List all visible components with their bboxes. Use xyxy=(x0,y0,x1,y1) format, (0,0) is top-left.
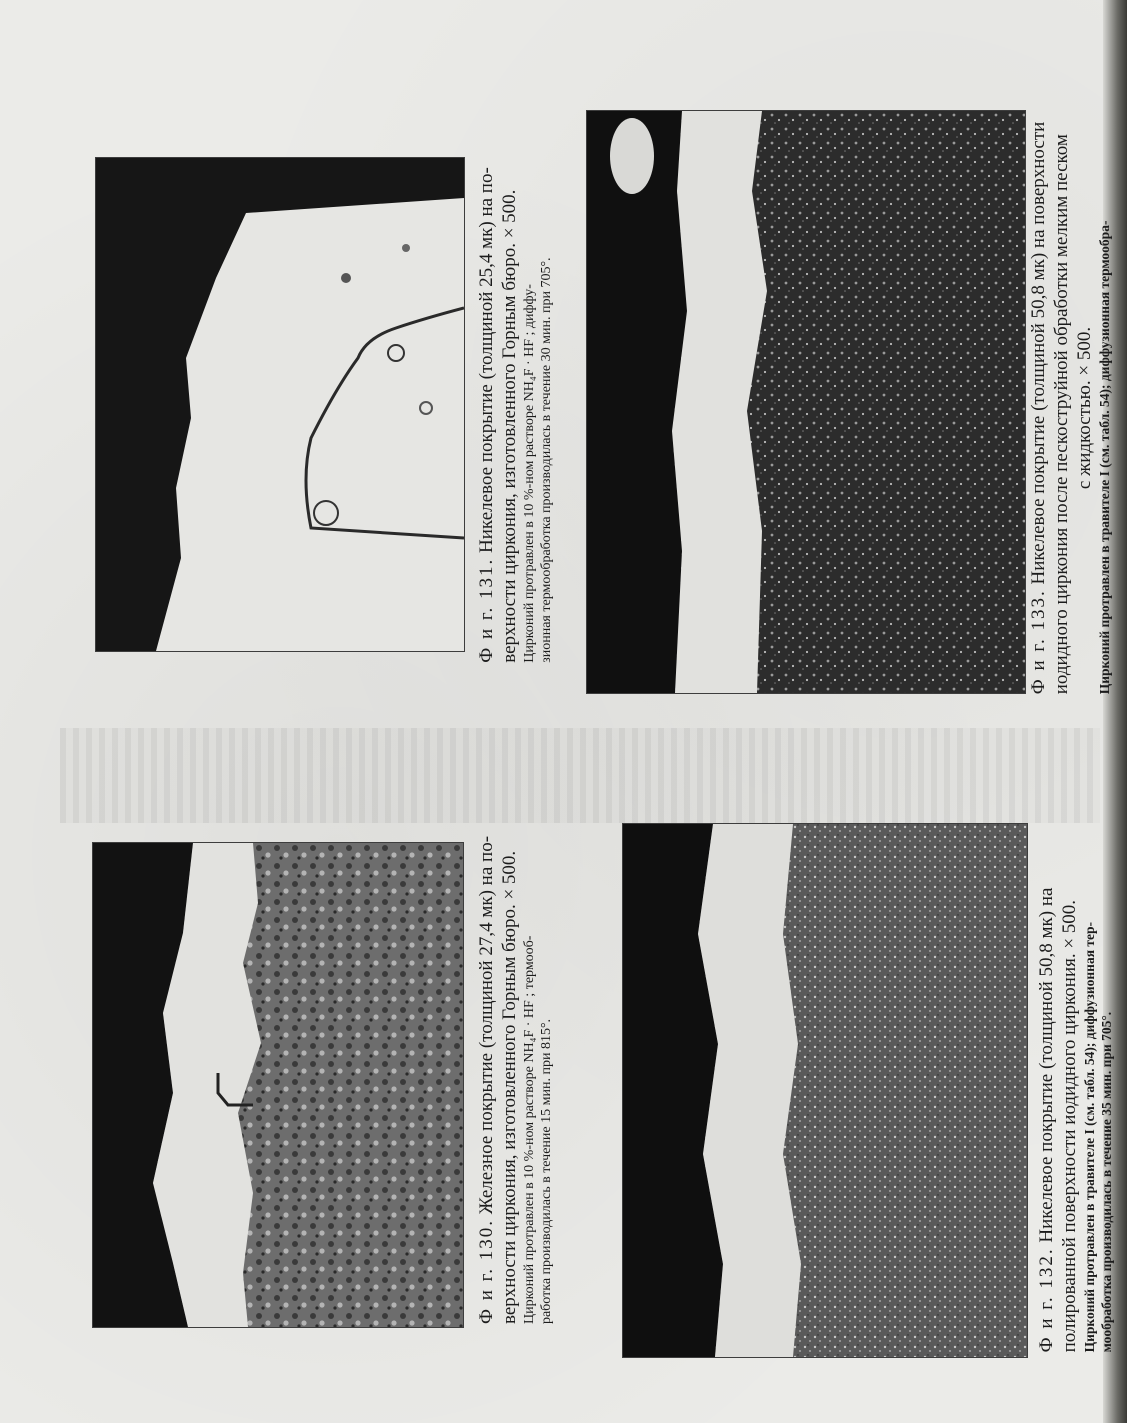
fig-132-note-2: мообработка производилась в течение 35 мин. при 705°. xyxy=(1099,1011,1114,1353)
micrograph-fig-132 xyxy=(622,823,1028,1358)
fig-133-label: Ф и г. 133. xyxy=(1028,589,1049,695)
caption-fig-131 xyxy=(476,167,554,663)
fig-133-line-1: Никелевое покрытие (толщиной 50,8 мк) на поверхности xyxy=(1028,121,1049,585)
fig-130-line-1: Железное покрытие (толщиной 27,4 мк) на по- xyxy=(476,835,497,1215)
fig-132-note-1: Цирконий протравлен в травителе I (см. табл. 54); диффузионная тер- xyxy=(1082,921,1097,1353)
fig-130-line-2: верхности циркония, изготовленного Горным бюро. × 500. xyxy=(499,850,520,1325)
fig-131-line-2: верхности циркония, изготовленного Горным бюро. × 500. xyxy=(499,189,520,663)
fig-132-line-1: Никелевое покрытие (толщиной 50,8 мк) на xyxy=(1036,887,1057,1243)
fig-133-line-2: иодидного циркония после пескоструйной обработки мелким песком xyxy=(1051,134,1072,695)
bleed-through-text xyxy=(60,728,1100,823)
caption-fig-132 xyxy=(1036,887,1114,1353)
fig-130-note-2: работка производилась в течение 15 мин. при 815°. xyxy=(539,1018,554,1325)
fig-130-label: Ф и г. 130. xyxy=(476,1218,497,1325)
caption-fig-130 xyxy=(476,835,554,1325)
fig-131-line-1: Никелевое покрытие (толщиной 25,4 мк) на по- xyxy=(476,167,497,553)
fig-133-note-1: Цирконий протравлен в травителе I (см. табл. 54); диффузионная термообра- xyxy=(1097,220,1112,695)
fig-132-label: Ф и г. 132. xyxy=(1036,1247,1057,1353)
fig-131-note-2: зионная термообработка производилась в течение 30 мин. при 705°. xyxy=(539,257,554,663)
fig-130-note-1: Цирконий протравлен в 10 %-ном растворе NH₄F · HF ; термооб- xyxy=(522,935,537,1325)
fig-133-line-3: с жидкостью. × 500. xyxy=(1074,326,1095,490)
fig-131-label: Ф и г. 131. xyxy=(476,557,497,663)
micrograph-fig-133 xyxy=(586,110,1026,694)
fig-132-line-2: полированной поверхности иодидного циркония. × 500. xyxy=(1059,899,1080,1353)
micrograph-fig-131 xyxy=(95,157,465,652)
caption-fig-133 xyxy=(1028,121,1112,695)
micrograph-fig-130 xyxy=(92,842,464,1328)
fig-131-note-1: Цирконий протравлен в 10 %-ном растворе NH₄F · HF ; диффу- xyxy=(522,284,537,663)
